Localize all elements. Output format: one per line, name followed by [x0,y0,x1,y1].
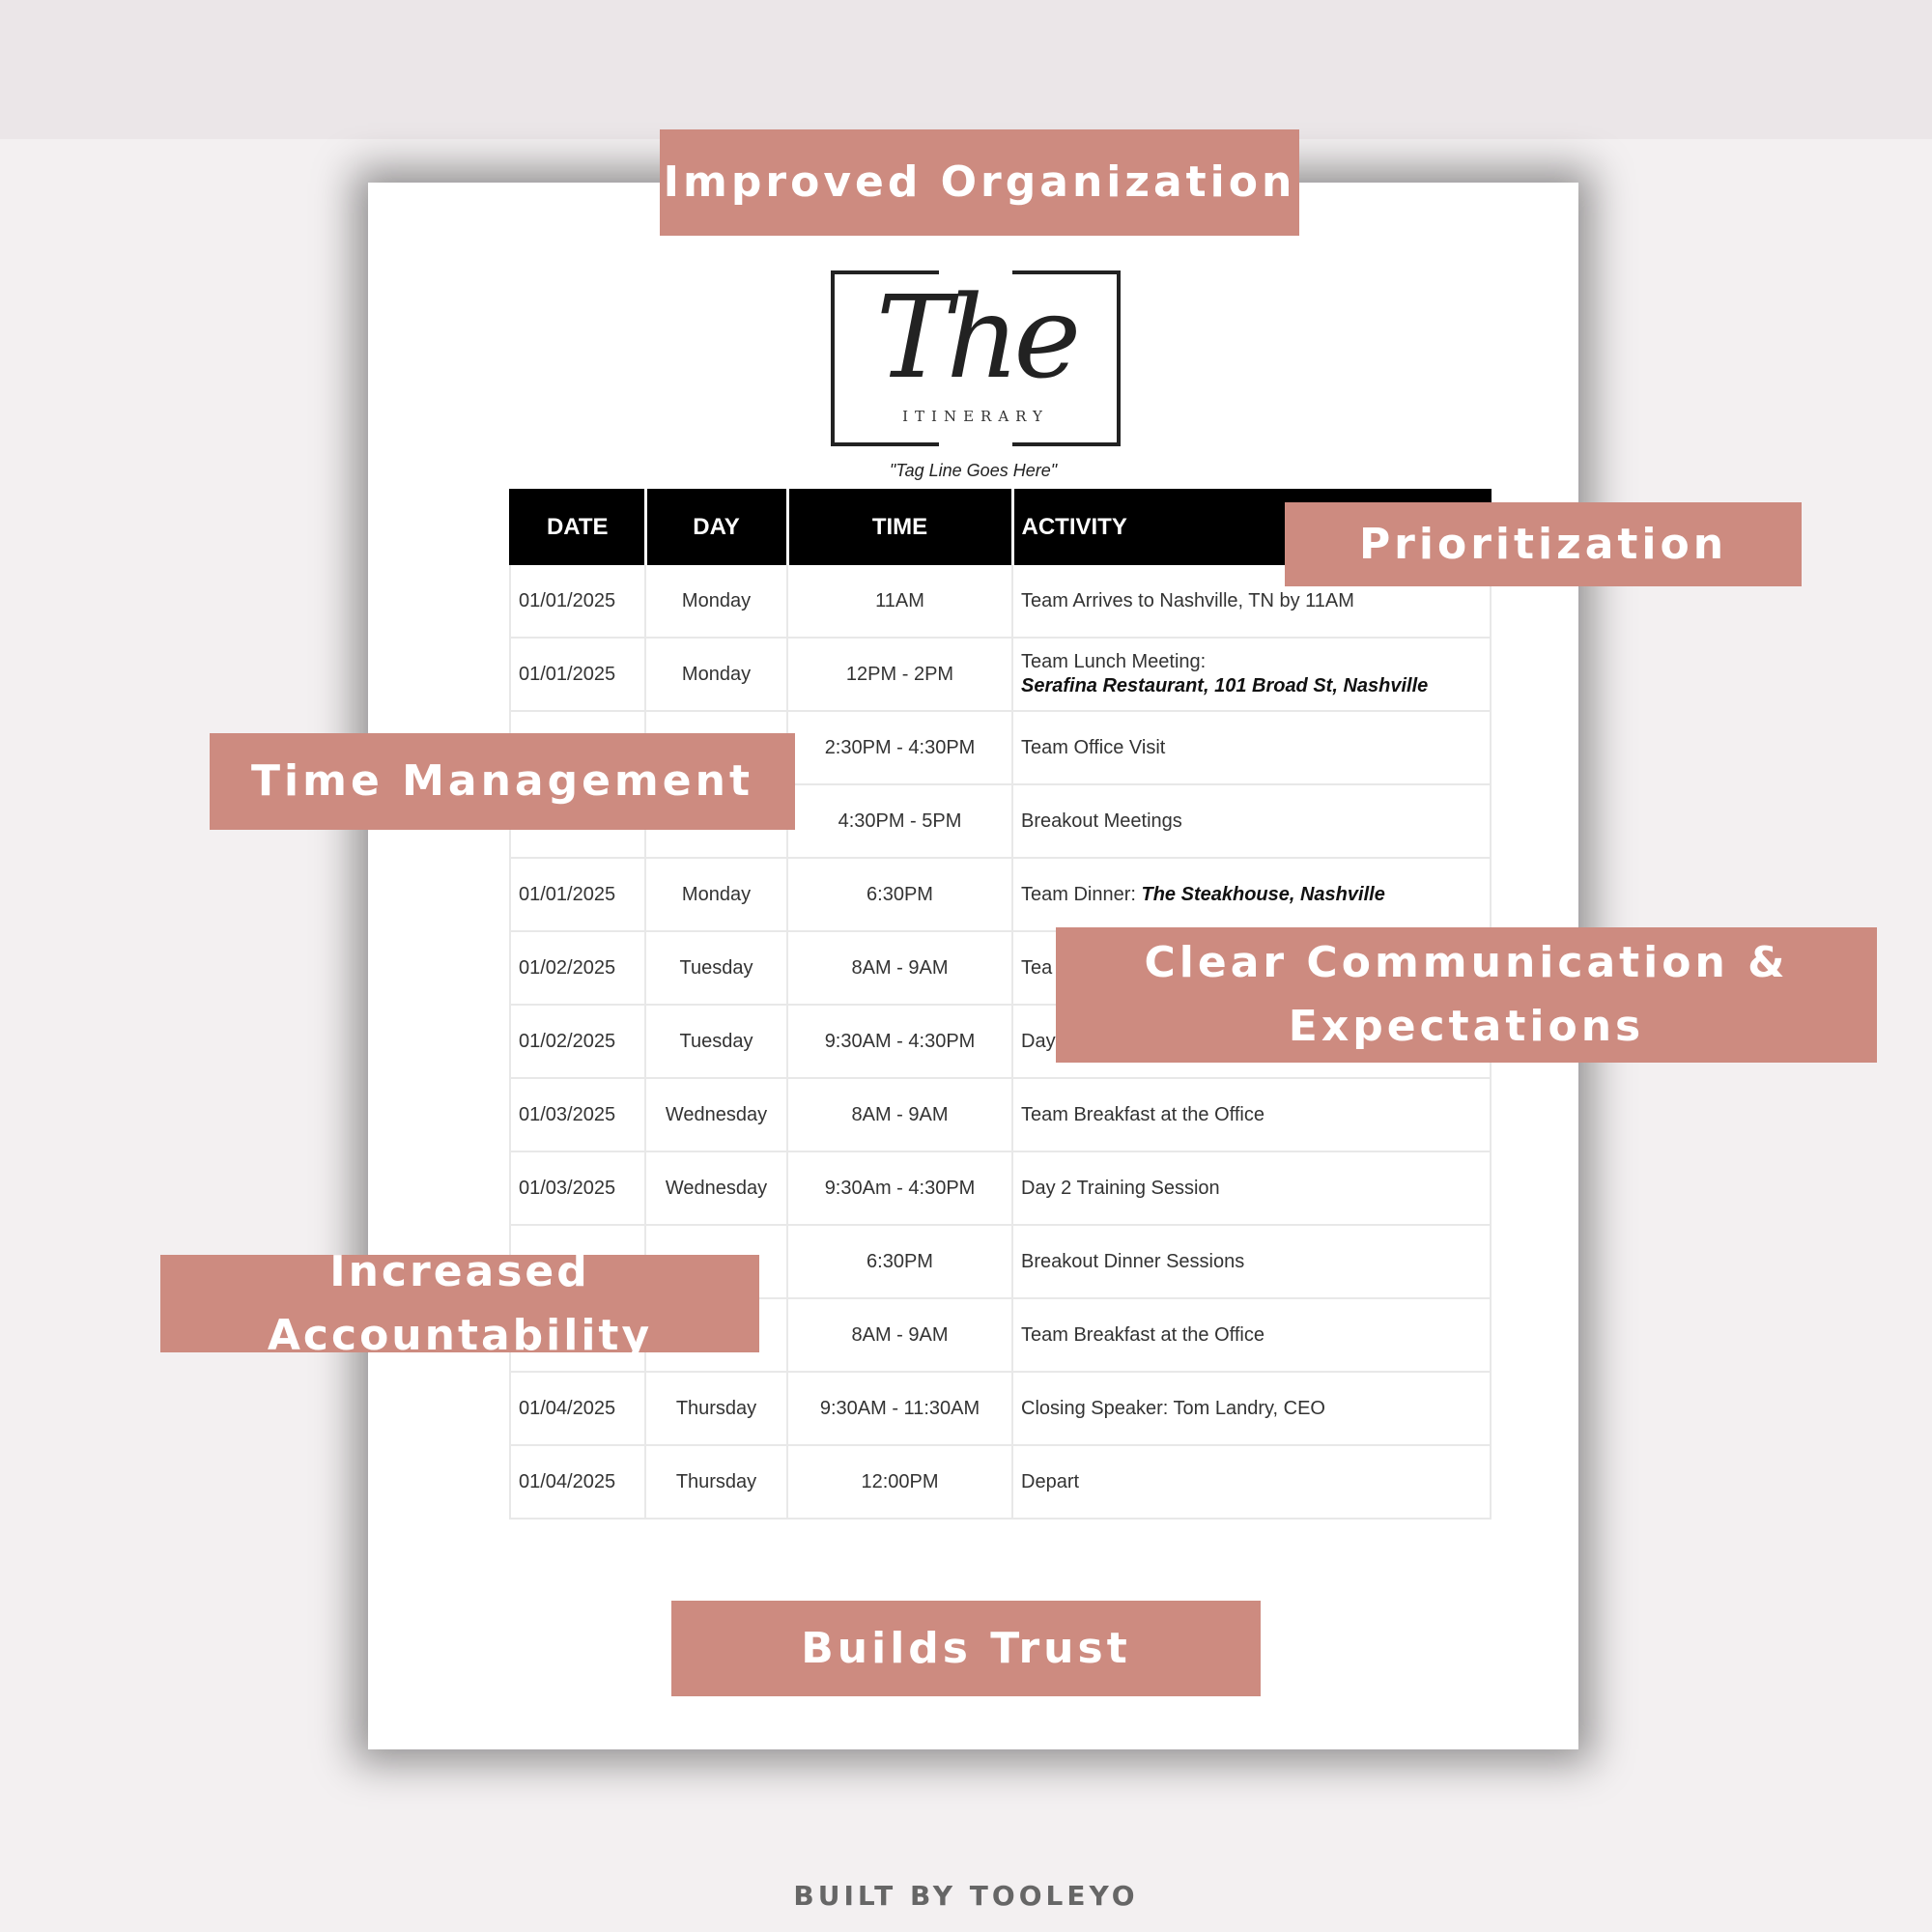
day-cell: Monday [645,858,787,931]
header-date: DATE [510,490,645,564]
day-cell: Thursday [645,1445,787,1519]
activity-text: Tea [1021,956,1053,979]
activity-text: Team Dinner: [1021,883,1136,905]
activity-cell [1012,1151,1491,1225]
day-cell: Monday [645,638,787,711]
banner-builds-trust: Builds Trust [671,1601,1261,1696]
footer-credit: BUILT BY TOOLEYO [793,1880,1139,1912]
itinerary-logo [831,270,1121,442]
activity-cell [1012,858,1491,931]
activity-text: Breakout Dinner Sessions [1021,1250,1245,1272]
activity-text: Breakout Meetings [1021,810,1182,832]
date-cell: 01/01/2025 [510,638,645,711]
day-cell: Wednesday [645,1151,787,1225]
time-cell: 12:00PM [787,1445,1012,1519]
activity-detail: Serafina Restaurant, 101 Broad St, Nashville [1021,675,1429,696]
table-row [510,1445,1491,1519]
activity-cell [1012,711,1491,784]
table-row [510,1151,1491,1225]
top-band [0,0,1932,139]
banner-improved-organization: Improved Organization [660,129,1299,236]
banner-time-management: Time Management [210,733,795,830]
day-cell: Tuesday [645,931,787,1005]
time-cell: 6:30PM [787,858,1012,931]
date-cell: 01/01/2025 [510,858,645,931]
activity-cell [1012,784,1491,858]
time-cell: 9:30AM - 4:30PM [787,1005,1012,1078]
time-cell: 9:30AM - 11:30AM [787,1372,1012,1445]
table-row [510,1372,1491,1445]
day-cell: Tuesday [645,1005,787,1078]
activity-text: Team Lunch Meeting: [1021,651,1207,672]
time-cell: 11AM [787,564,1012,638]
date-cell: 01/02/2025 [510,931,645,1005]
activity-text: Depart [1021,1470,1080,1492]
time-cell: 12PM - 2PM [787,638,1012,711]
day-cell: Thursday [645,1372,787,1445]
time-cell: 8AM - 9AM [787,931,1012,1005]
date-cell: 01/02/2025 [510,1005,645,1078]
table-row [510,1078,1491,1151]
activity-cell [1012,1078,1491,1151]
activity-cell [1012,1225,1491,1298]
logo-script: The [875,270,1076,404]
activity-cell [1012,638,1491,711]
activity-cell [1012,1298,1491,1372]
date-cell: 01/04/2025 [510,1445,645,1519]
activity-detail: The Steakhouse, Nashville [1141,883,1385,905]
time-cell: 9:30Am - 4:30PM [787,1151,1012,1225]
header-activity: ACTIVITY [1012,490,1491,564]
banner-clear-communication: Clear Communication & Expectations [1056,927,1877,1063]
tagline: "Tag Line Goes Here" [889,461,1058,480]
activity-text: Team Breakfast at the Office [1021,1323,1264,1346]
time-cell: 8AM - 9AM [787,1078,1012,1151]
activity-text: Team Arrives to Nashville, TN by 11AM [1021,589,1354,611]
activity-text: Day [1021,1030,1056,1052]
table-row [510,638,1491,711]
activity-cell [1012,1445,1491,1519]
time-cell: 8AM - 9AM [787,1298,1012,1372]
banner-prioritization: Prioritization [1285,502,1802,586]
header-day: DAY [645,490,787,564]
logo-subtitle: ITINERARY [902,408,1049,425]
table-row [510,858,1491,931]
date-cell: 01/01/2025 [510,564,645,638]
banner-increased-accountability: Increased Accountability [160,1255,759,1352]
activity-text: Team Office Visit [1021,736,1166,758]
day-cell: Wednesday [645,1078,787,1151]
day-cell: Monday [645,564,787,638]
time-cell: 2:30PM - 4:30PM [787,711,1012,784]
date-cell: 01/04/2025 [510,1372,645,1445]
activity-text: Team Breakfast at the Office [1021,1103,1264,1125]
time-cell: 4:30PM - 5PM [787,784,1012,858]
activity-cell [1012,1372,1491,1445]
header-time: TIME [787,490,1012,564]
date-cell: 01/03/2025 [510,1151,645,1225]
activity-text: Day 2 Training Session [1021,1177,1220,1199]
time-cell: 6:30PM [787,1225,1012,1298]
activity-text: Closing Speaker: Tom Landry, CEO [1021,1397,1325,1419]
date-cell: 01/03/2025 [510,1078,645,1151]
